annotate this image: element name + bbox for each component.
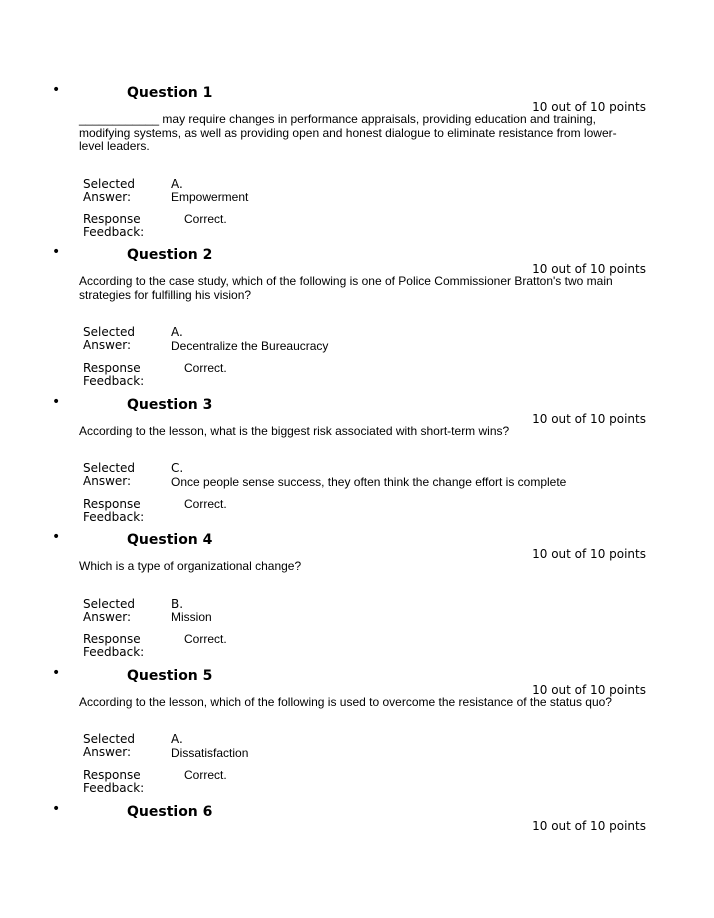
question-block: [0, 82, 714, 239]
selected-answer-label: Selected Answer:: [83, 177, 136, 204]
answer-letter: A.: [171, 325, 183, 339]
question-points: 10 out of 10 points: [532, 819, 646, 833]
answer-text: Mission: [171, 610, 212, 624]
answer-text: Once people sense success, they often think the change effort is complete: [171, 475, 567, 489]
question-title: Question 1: [127, 85, 213, 101]
question-block: [0, 801, 714, 844]
response-feedback-label: Response Feedback:: [83, 632, 145, 659]
question-title: Question 5: [127, 668, 213, 684]
feedback-text: Correct.: [184, 212, 227, 226]
question-points: 10 out of 10 points: [532, 100, 646, 114]
bullet-icon: •: [52, 82, 61, 98]
question-points: 10 out of 10 points: [532, 547, 646, 561]
answer-letter: C.: [171, 461, 184, 475]
question-block: [0, 665, 714, 808]
bullet-icon: •: [52, 529, 61, 545]
question-block: [0, 529, 714, 672]
question-title: Question 2: [127, 247, 213, 263]
feedback-text: Correct.: [184, 361, 227, 375]
bullet-icon: •: [52, 801, 61, 817]
response-feedback-label: Response Feedback:: [83, 212, 145, 239]
question-text: Which is a type of organizational change?: [79, 559, 302, 573]
question-block: [0, 244, 714, 388]
question-points: 10 out of 10 points: [532, 683, 646, 697]
bullet-icon: •: [52, 244, 61, 260]
feedback-text: Correct.: [184, 497, 227, 511]
question-text: According to the case study, which of the following is one of Police Commissioner Bratton's two main strategies for fulfilling his vision?: [79, 274, 613, 302]
question-title: Question 4: [127, 532, 213, 548]
feedback-text: Correct.: [184, 632, 227, 646]
selected-answer-label: Selected Answer:: [83, 461, 136, 488]
question-text: ____________ may require changes in performance appraisals, providing education and training, modifying systems, as well as providing open and honest dialogue to eliminate resistance from lower-level leaders.: [79, 112, 617, 153]
question-title: Question 6: [127, 804, 213, 820]
answer-letter: A.: [171, 732, 183, 746]
question-block: [0, 394, 714, 537]
question-points: 10 out of 10 points: [532, 262, 646, 276]
bullet-icon: •: [52, 394, 61, 410]
response-feedback-label: Response Feedback:: [83, 361, 145, 388]
bullet-icon: •: [52, 665, 61, 681]
answer-letter: A.: [171, 177, 183, 191]
answer-letter: B.: [171, 597, 184, 611]
response-feedback-label: Response Feedback:: [83, 768, 145, 795]
answer-text: Empowerment: [171, 190, 249, 204]
question-title: Question 3: [127, 397, 213, 413]
answer-text: Decentralize the Bureaucracy: [171, 339, 329, 353]
selected-answer-label: Selected Answer:: [83, 325, 136, 352]
response-feedback-label: Response Feedback:: [83, 497, 145, 524]
question-text: According to the lesson, what is the biggest risk associated with short-term wins?: [79, 424, 510, 438]
feedback-text: Correct.: [184, 768, 227, 782]
question-points: 10 out of 10 points: [532, 412, 646, 426]
answer-text: Dissatisfaction: [171, 746, 249, 760]
selected-answer-label: Selected Answer:: [83, 597, 136, 624]
question-text: According to the lesson, which of the following is used to overcome the resistance of the status quo?: [79, 695, 612, 709]
selected-answer-label: Selected Answer:: [83, 732, 136, 759]
